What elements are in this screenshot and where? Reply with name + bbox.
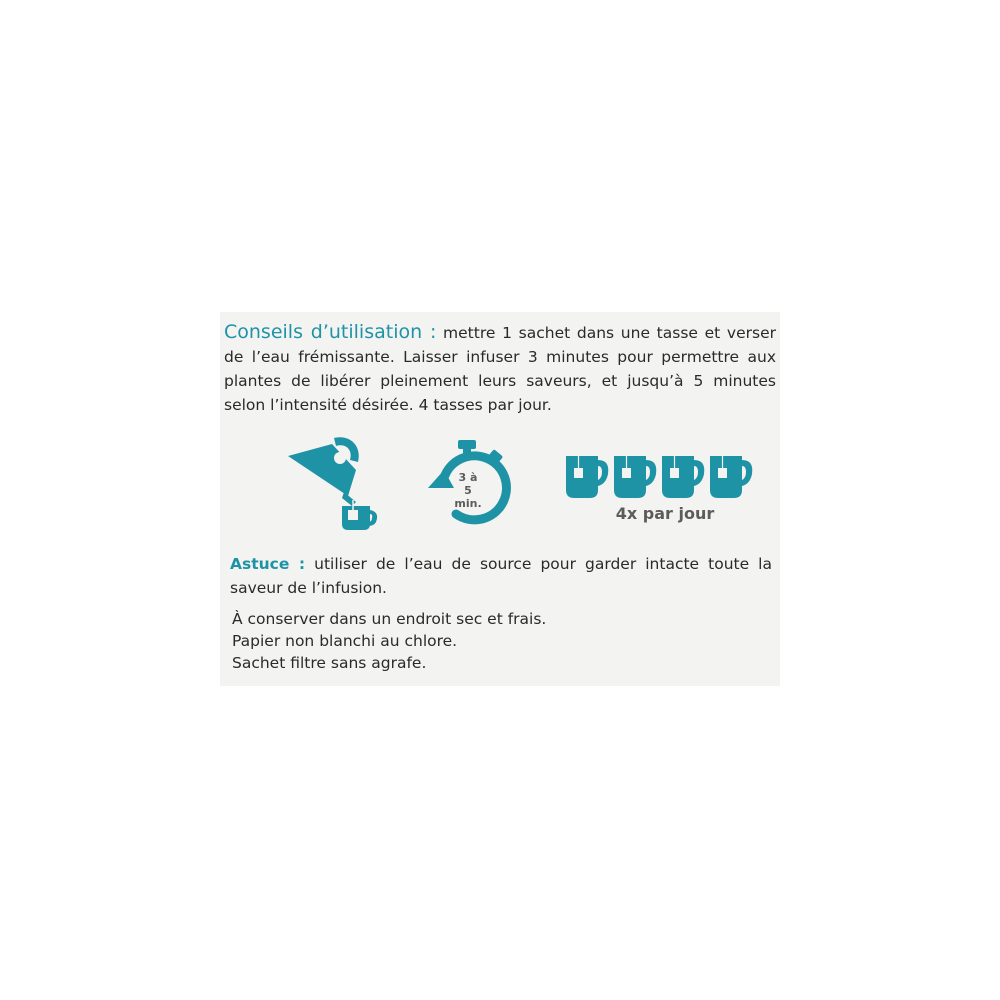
cup-icon <box>566 456 608 498</box>
cups-caption: 4x par jour <box>615 504 715 523</box>
tip-paragraph <box>230 552 772 600</box>
cup-icon <box>662 456 704 498</box>
timer-label <box>453 471 483 510</box>
usage-instructions <box>224 320 776 417</box>
storage-notes <box>232 608 546 674</box>
usage-card <box>220 312 780 686</box>
timer-range: 3 à 5 <box>458 471 478 497</box>
kettle-pouring-icon <box>284 430 384 530</box>
tip-label: Astuce : <box>230 555 306 573</box>
tip-text: utiliser de l’eau de source pour garder intacte toute la saveur de l’infusion. <box>230 555 772 597</box>
timer-unit: min. <box>454 497 482 510</box>
four-cups-icon <box>564 452 760 502</box>
instructions-text: mettre 1 sachet dans une tasse et verser de l’eau frémissante. Laisser infuser 3 minutes pour permettre aux plantes de libérer pleinement leurs saveurs, et jusqu’à 5 minutes selon l’intensité désirée. 4 tasses par jour. <box>224 324 777 414</box>
cup-icon <box>710 456 752 498</box>
note-line: Sachet filtre sans agrafe. <box>232 654 427 672</box>
cup-icon <box>614 456 656 498</box>
note-line: Papier non blanchi au chlore. <box>232 632 458 650</box>
instructions-label: Conseils d’utilisation : <box>224 321 437 343</box>
note-line: À conserver dans un endroit sec et frais. <box>232 610 547 628</box>
